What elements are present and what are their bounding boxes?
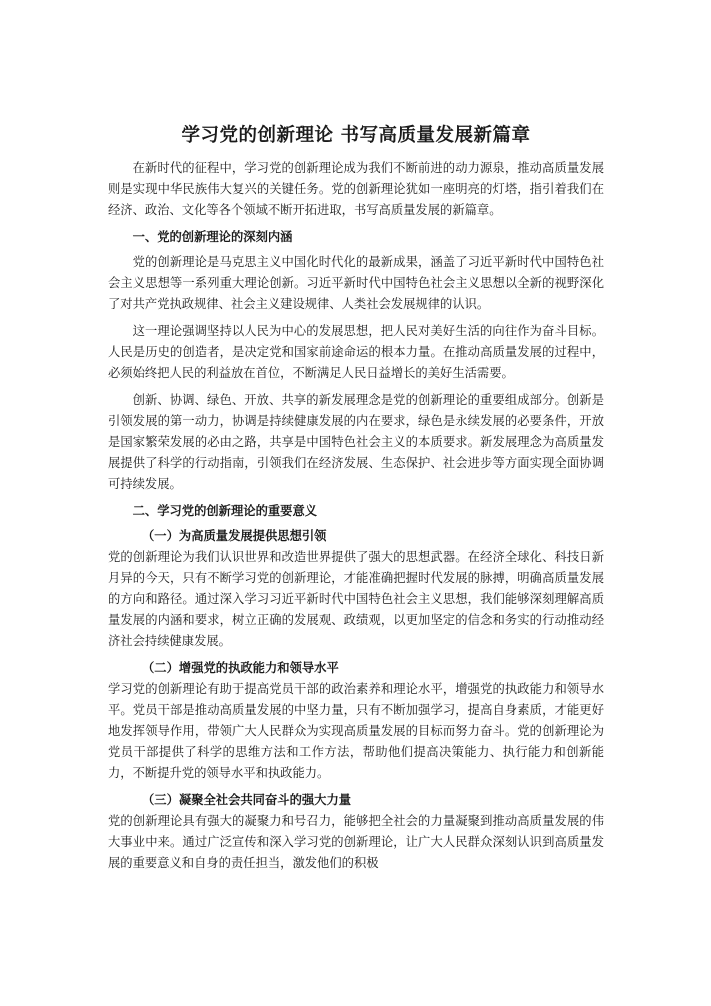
subsection2-paragraph: 学习党的创新理论有助于提高党员干部的政治素养和理论水平，增强党的执政能力和领导水平。党员干部是推动高质量发展的中坚力量，只有不断加强学习，提高自身素质，才能更好地发挥领导作用，带领广大人民群众为实现高质量发展的目标而努力奋斗。党的创新理论为党员干部提供了科学的思维方法和工作方法，帮助他们提高决策能力、执行能力和创新能力，不断提升党的领导水平和执政能力。 — [108, 682, 604, 780]
section-heading-2: 二、学习党的创新理论的重要意义 — [132, 504, 318, 518]
subsection-heading-3: （三）凝聚全社会共同奋斗的强大力量 — [142, 793, 352, 807]
section1-paragraph-2: 这一理论强调坚持以人民为中心的发展思想，把人民对美好生活的向往作为奋斗目标。人民是历史的创造者，是决定党和国家前途命运的根本力量。在推动高质量发展的过程中，必须始终把人民的利益放在首位，不断满足人民日益增长的美好生活需要。 — [108, 324, 604, 380]
intro-paragraph: 在新时代的征程中，学习党的创新理论成为我们不断前进的动力源泉，推动高质量发展则是实现中华民族伟大复兴的关键任务。党的创新理论犹如一座明亮的灯塔，指引着我们在经济、政治、文化等各个领域不断开拓进取，书写高质量发展的新篇章。 — [108, 161, 604, 217]
section1-paragraph-3: 创新、协调、绿色、开放、共享的新发展理念是党的创新理论的重要组成部分。创新是引领发展的第一动力，协调是持续健康发展的内在要求，绿色是永续发展的必要条件，开放是国家繁荣发展的必由之路，共享是中国特色社会主义的本质要求。新发展理念为高质量发展提供了科学的行动指南，引领我们在经济发展、生态保护、社会进步等方面实现全面协调可持续发展。 — [108, 393, 604, 491]
section-heading-1: 一、党的创新理论的深刻内涵 — [132, 230, 293, 244]
document-page — [108, 118, 604, 998]
page-title: 学习党的创新理论 书写高质量发展新篇章 — [181, 125, 531, 146]
section1-paragraph-1: 党的创新理论是马克思主义中国化时代化的最新成果，涵盖了习近平新时代中国特色社会主义思想等一系列重大理论创新。习近平新时代中国特色社会主义思想以全新的视野深化了对共产党执政规律、社会主义建设规律、人类社会发展规律的认识。 — [108, 255, 604, 311]
subsection-heading-2: （二）增强党的执政能力和领导水平 — [142, 661, 339, 675]
subsection1-paragraph: 党的创新理论为我们认识世界和改造世界提供了强大的思想武器。在经济全球化、科技日新月异的今天，只有不断学习党的创新理论，才能准确把握时代发展的脉搏，明确高质量发展的方向和路径。通过深入学习习近平新时代中国特色社会主义思想，我们能够深刻理解高质量发展的内涵和要求，树立正确的发展观、政绩观，以更加坚定的信念和务实的行动推动经济社会持续健康发展。 — [108, 550, 604, 648]
subsection-heading-1: （一）为高质量发展提供思想引领 — [142, 529, 327, 543]
subsection3-paragraph: 党的创新理论具有强大的凝聚力和号召力，能够把全社会的力量凝聚到推动高质量发展的伟大事业中来。通过广泛宣传和深入学习党的创新理论，让广大人民群众深刻认识到高质量发展的重要意义和自身的责任担当，激发他们的积极 — [108, 814, 604, 870]
